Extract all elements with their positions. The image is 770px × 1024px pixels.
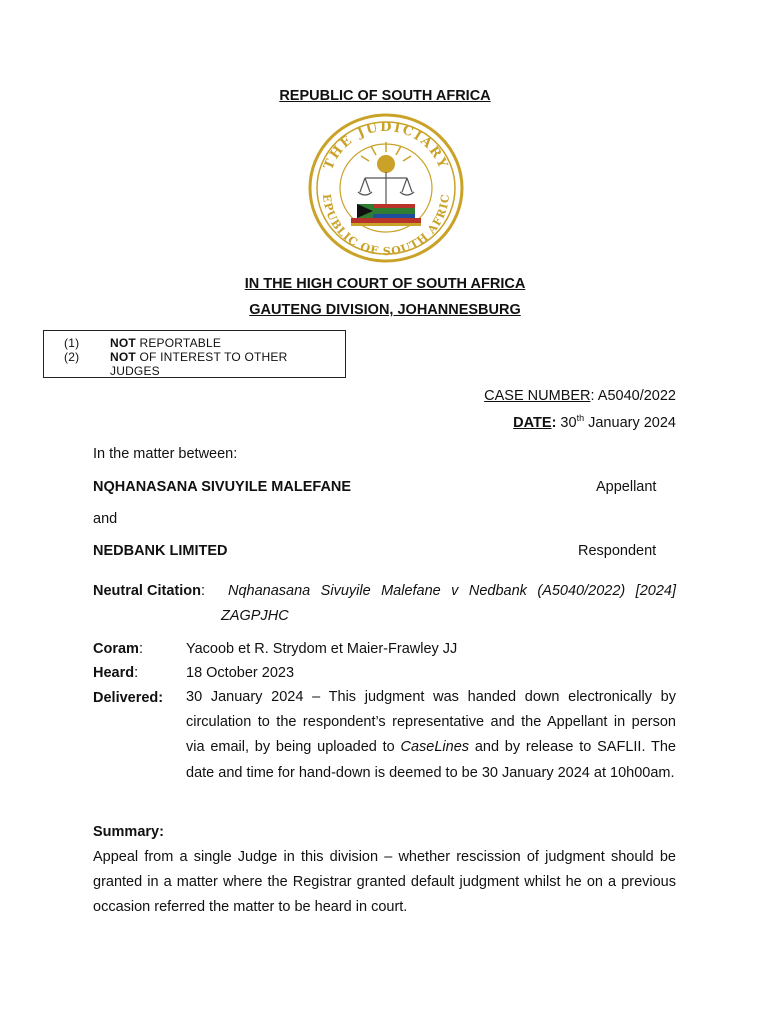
respondent-name: NEDBANK LIMITED bbox=[93, 543, 228, 559]
date-label: DATE bbox=[513, 414, 552, 431]
date-day: 30 bbox=[556, 414, 577, 431]
not-label: NOT bbox=[110, 336, 136, 350]
reportable-box bbox=[43, 330, 346, 378]
citation-line1: Nqhanasana Sivuyile Malefane v Nedbank (A5040/2022) [2024] bbox=[228, 583, 676, 599]
caselines-text: CaseLines bbox=[400, 739, 470, 756]
date-colon: : bbox=[551, 414, 557, 431]
appellant-name: NQHANASANA SIVUYILE MALEFANE bbox=[93, 479, 352, 495]
heard-label-text: Heard bbox=[93, 665, 135, 681]
citation-line2: ZAGPJHC bbox=[221, 608, 289, 624]
heard-colon: : bbox=[134, 665, 139, 681]
case-number-value: : A5040/2022 bbox=[590, 388, 676, 404]
delivered-label: Delivered: bbox=[93, 690, 164, 706]
interest-text: OF INTEREST TO OTHER JUDGES bbox=[110, 350, 288, 378]
case-number-label: CASE NUMBER bbox=[484, 388, 591, 404]
court-name: IN THE HIGH COURT OF SOUTH AFRICA bbox=[244, 276, 526, 292]
coram-value: Yacoob et R. Strydom et Maier-Frawley JJ bbox=[186, 641, 458, 657]
coram-label bbox=[93, 641, 143, 657]
judiciary-seal-logo bbox=[307, 112, 465, 264]
citation-colon: : bbox=[200, 583, 205, 599]
svg-text:THE JUDICIARY: THE JUDICIARY bbox=[321, 119, 451, 173]
delivered-part1: 30 January 2024 – This judgment was handed down electronically by circulation to the respondent’s representative and the Appellant in person via email, by being uploaded to bbox=[186, 689, 676, 756]
date-rest: January 2024 bbox=[584, 414, 676, 431]
item-number: (2) bbox=[64, 350, 80, 364]
citation-label bbox=[93, 583, 205, 599]
reportable-text: REPORTABLE bbox=[135, 336, 222, 350]
appellant-role: Appellant bbox=[596, 479, 657, 495]
heard-label bbox=[93, 665, 138, 681]
court-division: GAUTENG DIVISION, JOHANNESBURG bbox=[249, 302, 521, 318]
and-text: and bbox=[93, 511, 118, 527]
citation-label-text: Neutral Citation bbox=[93, 583, 201, 599]
coram-colon: : bbox=[138, 641, 143, 657]
matter-intro: In the matter between: bbox=[93, 446, 238, 462]
summary-text: Appeal from a single Judge in this division – whether rescission of judgment should be granted in a matter where the Registrar granted default judgment whilst he on a previous occasion referred the matter to be heard in court. bbox=[93, 849, 676, 916]
coram-label-text: Coram bbox=[93, 641, 139, 657]
item-number: (1) bbox=[64, 336, 80, 350]
delivered-text bbox=[186, 685, 676, 786]
svg-text:REPUBLIC OF SOUTH AFRICA: EPUBLIC OF SOUTH AFRIC bbox=[319, 192, 453, 259]
delivered-part2: and by release to SAFLII. The date and time for hand-down is deemed to be 30 January 2024 at 10h00am. bbox=[186, 739, 676, 781]
summary-heading: Summary: bbox=[93, 824, 164, 840]
not-label: NOT bbox=[110, 350, 136, 364]
respondent-role: Respondent bbox=[578, 543, 657, 559]
case-date bbox=[513, 413, 676, 431]
date-suffix: th bbox=[576, 413, 585, 423]
heard-value: 18 October 2023 bbox=[186, 665, 295, 681]
page-title: REPUBLIC OF SOUTH AFRICA bbox=[279, 88, 491, 104]
case-number bbox=[484, 388, 676, 404]
